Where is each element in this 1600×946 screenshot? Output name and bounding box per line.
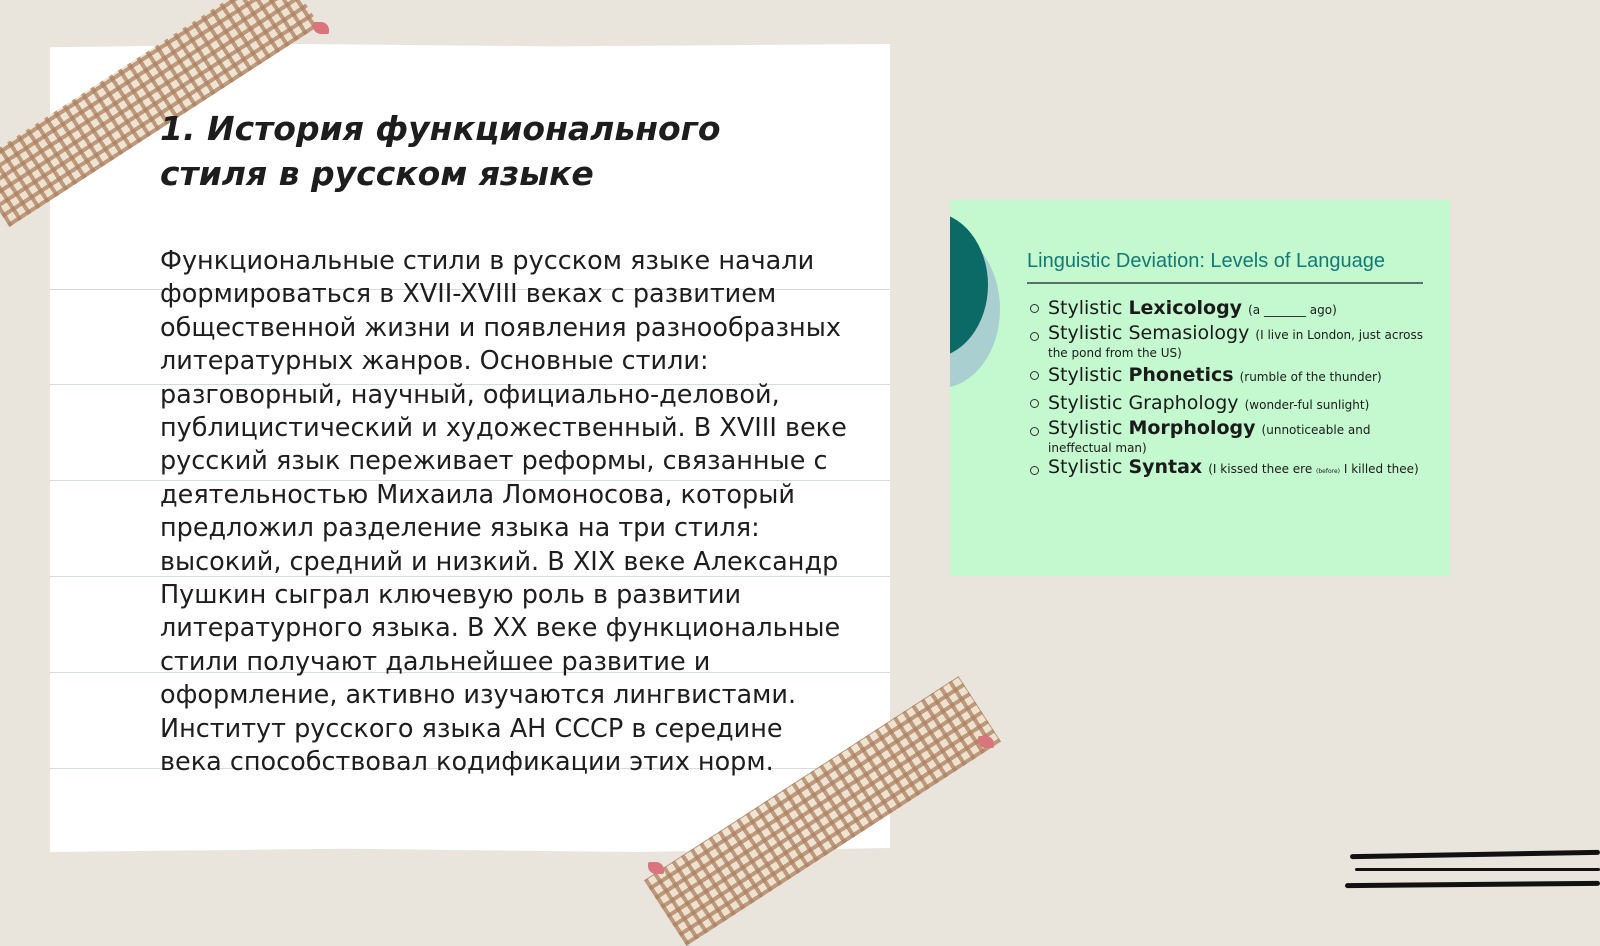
item-term: Lexicology	[1128, 297, 1243, 319]
item-note: (wonder-ful sunlight)	[1244, 398, 1370, 412]
tape-tab	[648, 862, 664, 874]
item-term: Graphology	[1128, 392, 1239, 414]
embedded-slide-title: Linguistic Deviation: Levels of Language	[1027, 250, 1386, 272]
list-item-lexicology	[1030, 296, 1430, 321]
circle-bullet-icon	[1030, 304, 1039, 313]
list-item-graphology	[1030, 391, 1430, 416]
list-item-phonetics	[1030, 363, 1430, 388]
item-term: Phonetics	[1128, 364, 1234, 386]
tape-tab	[978, 736, 994, 748]
brush-stroke	[1345, 881, 1600, 888]
embedded-slide-image	[950, 200, 1450, 576]
circle-bullet-icon	[1030, 371, 1039, 380]
tape-tab	[313, 22, 329, 34]
body-paragraph: Функциональные стили в русском языке начали формироваться в XVII-XVIII веках с развитием общественной жизни и появления разнообразных литературных жанров. Основные стили: разговорный, научный, официально-деловой, публицистический и художественный. В XVIII веке русский язык переживает реформы, связанные с деятельностью Михаила Ломоносова, который предложил разделение языка на три стиля: высокий, средний и низкий. В XIX веке Александр Пушкин сыграл ключевую роль в развитии литературного языка. В XX веке функциональные стили получают дальнейшее развитие и оформление, активно изучаются лингвистами. Институт русского языка АН СССР в середине века способствовал кодификации этих норм.	[160, 246, 847, 778]
item-note: (I live in London, just across the pond from the US)	[1048, 328, 1423, 360]
title-line-1: 1. История функционального	[160, 109, 721, 148]
item-term: Morphology	[1128, 417, 1256, 439]
item-prefix: Stylistic	[1048, 392, 1129, 414]
item-note: (a _______ ago)	[1248, 303, 1337, 317]
title-line-2: стиля в русском языке	[160, 154, 594, 193]
item-term: Semasiology	[1128, 322, 1250, 344]
item-note: (unnoticeable and ineffectual man)	[1048, 423, 1371, 455]
circle-bullet-icon	[1030, 399, 1039, 408]
item-term: Syntax	[1128, 456, 1203, 478]
circle-bullet-icon	[1030, 427, 1039, 436]
item-prefix: Stylistic	[1048, 322, 1129, 344]
brush-stroke	[1355, 868, 1600, 871]
levels-list	[1030, 296, 1430, 482]
item-prefix: Stylistic	[1048, 456, 1129, 478]
item-note-end: I killed thee)	[1340, 462, 1419, 476]
item-prefix: Stylistic	[1048, 297, 1129, 319]
list-item-semasiology	[1030, 324, 1430, 360]
embedded-slide-rule	[1027, 282, 1423, 284]
item-note: (I kissed thee ere	[1208, 462, 1317, 476]
item-note-small: (before)	[1316, 468, 1341, 475]
list-item-morphology	[1030, 419, 1430, 455]
circle-bullet-icon	[1030, 466, 1039, 475]
page-title	[160, 106, 860, 196]
item-prefix: Stylistic	[1048, 417, 1129, 439]
item-note: (rumble of the thunder)	[1239, 370, 1382, 384]
list-item-syntax	[1030, 458, 1430, 479]
circle-bullet-icon	[1030, 332, 1039, 341]
item-prefix: Stylistic	[1048, 364, 1129, 386]
brush-stroke	[1350, 850, 1600, 859]
